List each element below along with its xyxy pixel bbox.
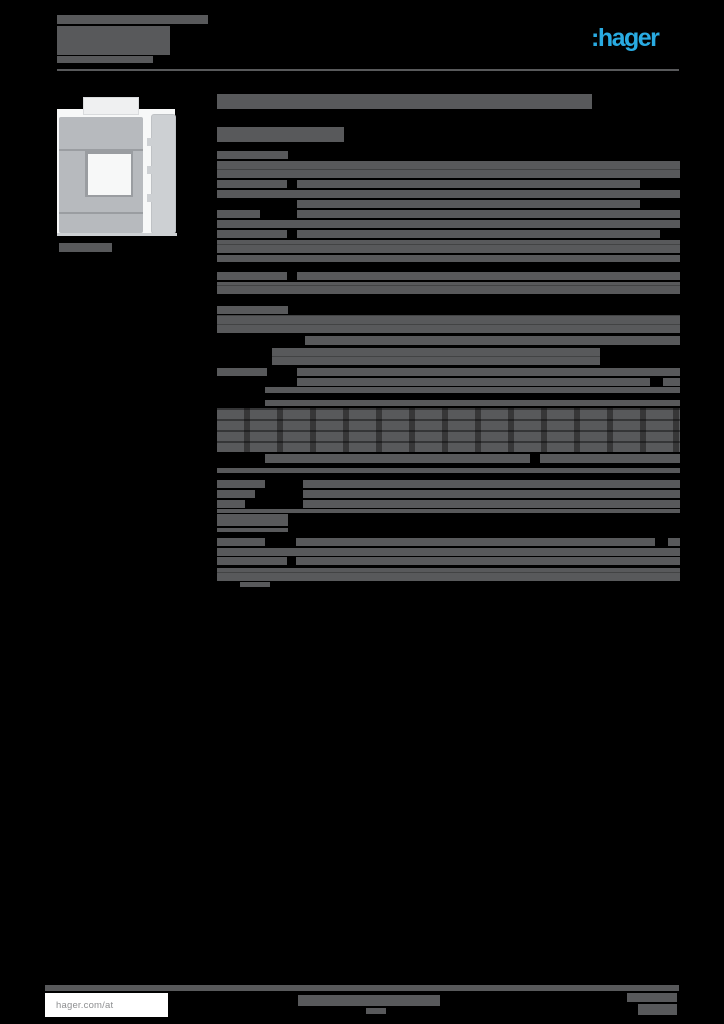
rail-notch (147, 166, 152, 174)
rail-notch (147, 194, 152, 202)
rail-notch (147, 138, 152, 146)
frame-seam-bottom (59, 212, 143, 214)
hager-logo-text: :hager (591, 24, 659, 52)
window-opening (88, 154, 131, 195)
footer-website-box (45, 993, 168, 1017)
footer-website-text: hager.com/at (56, 999, 114, 1011)
side-rail (151, 114, 176, 234)
image-top-tab (83, 97, 139, 115)
image-bottom-edge (57, 233, 177, 236)
hager-logo (591, 26, 658, 51)
